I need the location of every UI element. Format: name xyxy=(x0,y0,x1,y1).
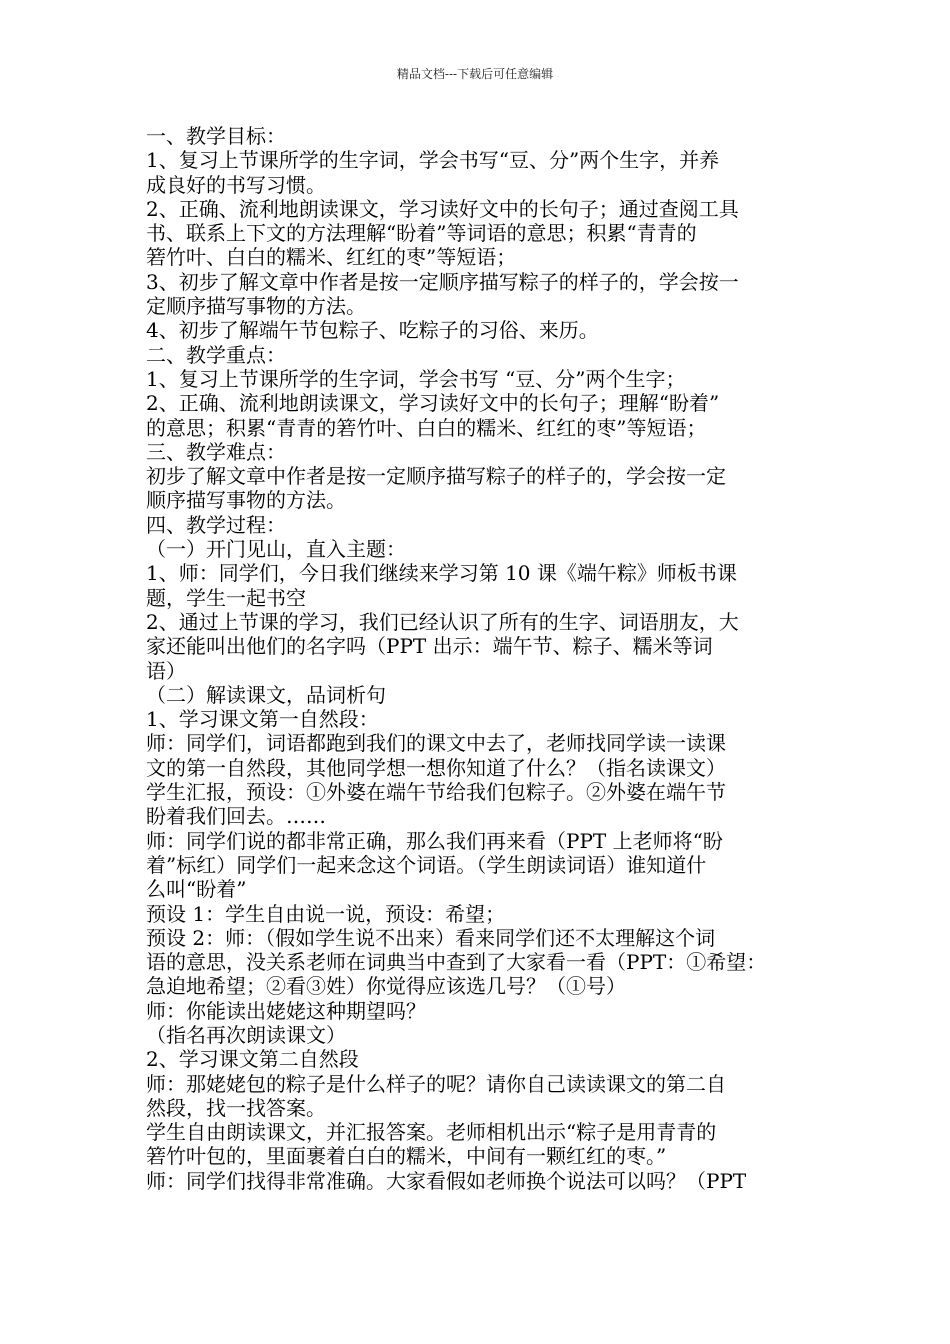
text-line: 成良好的书写习惯。 xyxy=(146,172,326,197)
text-line: 箬竹叶包的，里面裹着白白的糯米，中间有一颗红红的枣。” xyxy=(146,1144,667,1169)
text-line: 语） xyxy=(146,658,186,683)
text-line: 2、学习课文第二自然段 xyxy=(146,1047,359,1072)
text-line: 然段，找一找答案。 xyxy=(146,1095,326,1120)
text-line: 家还能叫出他们的名字吗（PPT 出示：端午节、粽子、糯米等词 xyxy=(146,634,713,659)
text-line: 四、教学过程： xyxy=(146,512,286,537)
text-line: 师：那姥姥包的粽子是什么样子的呢？请你自己读读课文的第二自 xyxy=(146,1071,726,1096)
text-line: 2、正确、流利地朗读课文，学习读好文中的长句子；理解“盼着” xyxy=(146,391,720,416)
text-line: 2、通过上节课的学习，我们已经认识了所有的生字、词语朋友，大 xyxy=(146,609,739,634)
text-line: 急迫地希望；②看③姓）你觉得应该选几号？（①号） xyxy=(146,974,626,999)
text-line: 初步了解文章中作者是按一定顺序描写粽子的样子的，学会按一定 xyxy=(146,464,726,489)
text-line: （指名再次朗读课文） xyxy=(146,1022,346,1047)
text-line: 文的第一自然段，其他同学想一想你知道了什么？（指名读课文） xyxy=(146,755,726,780)
text-line: 预设 2：师：（假如学生说不出来）看来同学们还不太理解这个词 xyxy=(146,925,716,950)
text-line: 预设 1：学生自由说一说，预设：希望； xyxy=(146,901,506,926)
text-line: 语的意思，没关系老师在词典当中查到了大家看一看（PPT：①希望： xyxy=(146,950,767,975)
text-line: 书、联系上下文的方法理解“盼着”等词语的意思；积累“青青的 xyxy=(146,221,697,246)
text-line: 么叫“盼着” xyxy=(146,877,247,902)
text-line: 3、初步了解文章中作者是按一定顺序描写粽子的样子的，学会按一 xyxy=(146,269,739,294)
text-line: 1、学习课文第一自然段： xyxy=(146,707,379,732)
text-line: 师：同学们，词语都跑到我们的课文中去了，老师找同学读一读课 xyxy=(146,731,726,756)
document-body xyxy=(146,124,826,1193)
text-line: 学生汇报，预设：①外婆在端午节给我们包粽子。②外婆在端午节 xyxy=(146,780,726,805)
text-line: 1、复习上节课所学的生字词，学会书写 “豆、分”两个生字； xyxy=(146,366,686,391)
text-line: 师：你能读出姥姥这种期望吗？ xyxy=(146,998,426,1023)
text-line: 1、复习上节课所学的生字词，学会书写“豆、分”两个生字，并养 xyxy=(146,148,720,173)
text-line: 2、正确、流利地朗读课文，学习读好文中的长句子；通过查阅工具 xyxy=(146,196,739,221)
text-line: 着”标红）同学们一起来念这个词语。（学生朗读词语）谁知道什 xyxy=(146,852,707,877)
text-line: 三、教学难点： xyxy=(146,439,286,464)
text-line: 的意思；积累“青青的箬竹叶、白白的糯米、红红的枣”等短语； xyxy=(146,415,707,440)
text-line: （一）开门见山，直入主题： xyxy=(146,537,406,562)
text-line: 定顺序描写事物的方法。 xyxy=(146,294,366,319)
text-line: 师：同学们说的都非常正确，那么我们再来看（PPT 上老师将“盼 xyxy=(146,828,723,853)
text-line: 顺序描写事物的方法。 xyxy=(146,488,346,513)
text-line: 一、教学目标： xyxy=(146,124,286,148)
text-line: 二、教学重点： xyxy=(146,342,286,367)
text-line: 师：同学们找得非常准确。大家看假如老师换个说法可以吗？（PPT xyxy=(146,1168,747,1193)
text-line: 4、初步了解端午节包粽子、吃粽子的习俗、来历。 xyxy=(146,318,599,343)
page-header: 精品文档---下载后可任意编辑 xyxy=(396,67,554,81)
text-line: 1、师：同学们，今日我们继续来学习第 10 课《端午粽》师板书课 xyxy=(146,561,737,586)
text-line: 盼着我们回去。…… xyxy=(146,804,326,829)
text-line: 题，学生一起书空 xyxy=(146,585,306,610)
text-line: 箬竹叶、白白的糯米、红红的枣”等短语； xyxy=(146,245,517,270)
text-line: 学生自由朗读课文，并汇报答案。老师相机出示“粽子是用青青的 xyxy=(146,1120,717,1145)
text-line: （二）解读课文，品词析句 xyxy=(146,682,386,707)
